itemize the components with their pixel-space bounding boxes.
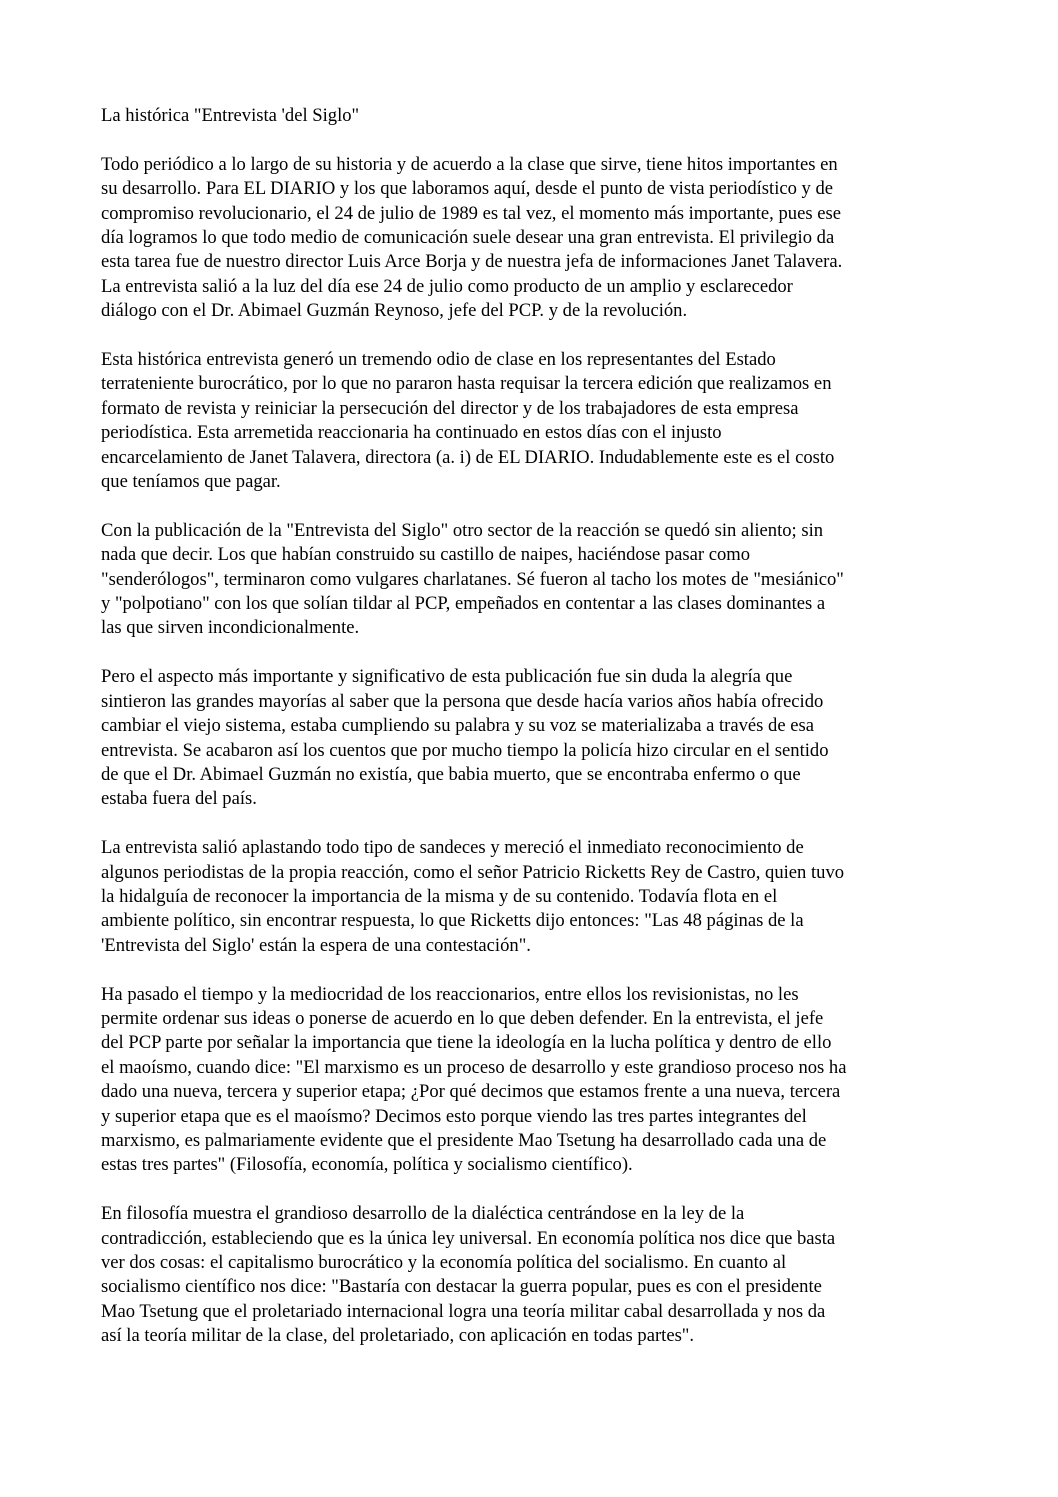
paragraph-line: y superior etapa que es el maoísmo? Decimos esto porque viendo las tres partes integrantes del [101, 1105, 807, 1127]
paragraph-line: Mao Tsetung que el proletariado internacional logra una teoría militar cabal desarrollada y nos da [101, 1300, 826, 1322]
paragraph-line: las que sirven incondicionalmente. [101, 617, 360, 639]
paragraph-line: ver dos cosas: el capitalismo burocrático y la economía política del socialismo. En cuanto al [101, 1251, 787, 1273]
paragraph-line: periodística. Esta arremetida reaccionaria ha continuado en estos días con el injusto [101, 422, 722, 444]
paragraph-line: el maoísmo, cuando dice: "El marxismo es un proceso de desarrollo y este grandioso proceso nos ha [101, 1056, 847, 1078]
paragraph-line: que teníamos que pagar. [101, 471, 281, 493]
paragraph-line: algunos periodistas de la propia reacción, como el señor Patricio Ricketts Rey de Castro, quien tuvo [101, 861, 845, 883]
paragraph-line: 'Entrevista del Siglo' están la espera de una contestación". [101, 934, 531, 956]
paragraph-line: Con la publicación de la "Entrevista del Siglo" otro sector de la reacción se quedó sin aliento; sin [101, 519, 824, 541]
paragraph-line: Esta histórica entrevista generó un tremendo odio de clase en los representantes del Estado [101, 349, 776, 371]
document-title: La histórica "Entrevista 'del Siglo" [101, 105, 360, 126]
paragraph-line: formato de revista y reiniciar la persecución del director y de los trabajadores de esta empresa [101, 397, 799, 419]
paragraph-list [101, 153, 971, 1349]
paragraph [101, 519, 971, 641]
paragraph-line: diálogo con el Dr. Abimael Guzmán Reynoso, jefe del PCP. y de la revolución. [101, 300, 688, 322]
paragraph-line: dado una nueva, tercera y superior etapa; ¿Por qué decimos que estamos frente a una nueva, tercera [101, 1081, 841, 1103]
paragraph-line: estas tres partes" (Filosofía, economía, política y socialismo científico). [101, 1154, 633, 1176]
paragraph-line: Ha pasado el tiempo y la mediocridad de los reaccionarios, entre ellos los revisionistas, no les [101, 983, 799, 1005]
paragraph-line: En filosofía muestra el grandioso desarrollo de la dialéctica centrándose en la ley de la [101, 1203, 745, 1225]
paragraph-line: contradicción, estableciendo que es la única ley universal. En economía política nos dice que basta [101, 1227, 836, 1249]
paragraph [101, 983, 971, 1178]
paragraph [101, 665, 971, 811]
paragraph-line: sintieron las grandes mayorías al saber que la persona que desde hacía varios años había ofrecido [101, 690, 824, 712]
paragraph [101, 348, 971, 494]
paragraph [101, 153, 971, 324]
paragraph-line: cambiar el viejo sistema, estaba cumpliendo su palabra y su voz se materializaba a través de esa [101, 715, 814, 737]
paragraph [101, 1202, 971, 1348]
paragraph-line: esta tarea fue de nuestro director Luis Arce Borja y de nuestra jefa de informaciones Janet Talavera. [101, 251, 843, 273]
paragraph-line: "senderólogos", terminaron como vulgares charlatanes. Sé fueron al tacho los motes de "mesiánico" [101, 568, 844, 590]
paragraph-line: así la teoría militar de la clase, del proletariado, con aplicación en todas partes". [101, 1325, 695, 1347]
paragraph-line: nada que decir. Los que habían construido su castillo de naipes, haciéndose pasar como [101, 544, 751, 566]
paragraph-line: de que el Dr. Abimael Guzmán no existía, que babia muerto, que se encontraba enfermo o que [101, 763, 801, 785]
paragraph-line: Todo periódico a lo largo de su historia y de acuerdo a la clase que sirve, tiene hitos importantes en [101, 153, 838, 175]
paragraph-line: ambiente político, sin encontrar respuesta, lo que Ricketts dijo entonces: "Las 48 páginas de la [101, 910, 804, 932]
paragraph-line: encarcelamiento de Janet Talavera, directora (a. i) de EL DIARIO. Indudablemente este es el costo [101, 446, 835, 468]
paragraph-line: Pero el aspecto más importante y significativo de esta publicación fue sin duda la alegría que [101, 666, 793, 688]
paragraph-line: La entrevista salió a la luz del día ese 24 de julio como producto de un amplio y esclarecedor [101, 275, 793, 297]
paragraph-line: La entrevista salió aplastando todo tipo de sandeces y mereció el inmediato reconocimiento de [101, 837, 804, 859]
paragraph-line: su desarrollo. Para EL DIARIO y los que laboramos aquí, desde el punto de vista periodístico y de [101, 178, 834, 200]
paragraph-line: compromiso revolucionario, el 24 de julio de 1989 es tal vez, el momento más importante, pues ese [101, 202, 841, 224]
paragraph-line: permite ordenar sus ideas o ponerse de acuerdo en lo que deben defender. En la entrevista, el jefe [101, 1007, 824, 1029]
paragraph [101, 836, 971, 958]
document-body [101, 104, 971, 1373]
paragraph-line: estaba fuera del país. [101, 788, 257, 810]
paragraph-line: socialismo científico nos dice: "Bastaría con destacar la guerra popular, pues es con el presidente [101, 1276, 822, 1298]
paragraph-line: terrateniente burocrático, por lo que no pararon hasta requisar la tercera edición que realizamos en [101, 373, 832, 395]
paragraph-line: día logramos lo que todo medio de comunicación suele desear una gran entrevista. El privilegio da [101, 227, 835, 249]
paragraph-line: marxismo, es palmariamente evidente que el presidente Mao Tsetung ha desarrollado cada una de [101, 1129, 827, 1151]
paragraph-line: entrevista. Se acabaron así los cuentos que por mucho tiempo la policía hizo circular en el sentido [101, 739, 829, 761]
paragraph-line: y "polpotiano" con los que solían tildar al PCP, empeñados en contentar a las clases dominantes a [101, 593, 826, 615]
paragraph-line: del PCP parte por señalar la importancia que tiene la ideología en la lucha política y dentro de ello [101, 1032, 832, 1054]
paragraph-line: la hidalguía de reconocer la importancia de la misma y de su contenido. Todavía flota en el [101, 885, 778, 907]
